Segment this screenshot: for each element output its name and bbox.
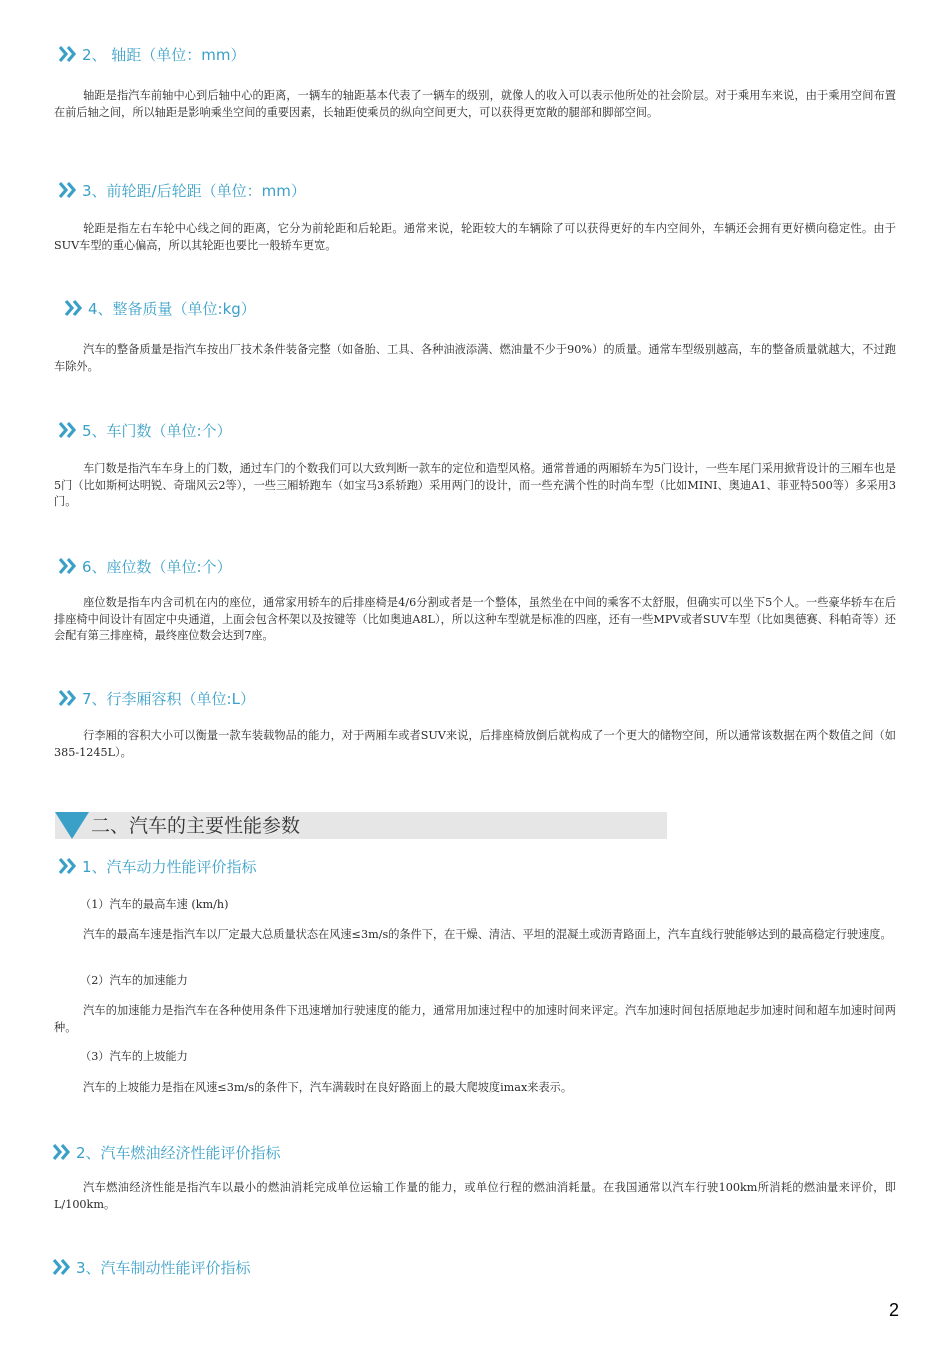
paragraph-max-speed: 汽车的最高车速是指汽车以厂定最大总质量状态在风速≤3m/s的条件下，在干燥、清洁、平坦的混凝土或沥青路面上，汽车直线行驶能够达到的最高稳定行驶速度。 — [83, 928, 892, 941]
item-climb-title: （3）汽车的上坡能力 — [80, 1050, 188, 1063]
main-heading-text: 二、汽车的主要性能参数 — [91, 815, 301, 837]
double-chevron-icon — [52, 1142, 74, 1162]
paragraph-climb: 汽车的上坡能力是指在风速≤3m/s的条件下，汽车满载时在良好路面上的最大爬坡度imax来表示。 — [83, 1081, 573, 1094]
heading-text: 4、整备质量（单位:kg） — [88, 299, 256, 318]
double-chevron-icon — [64, 298, 86, 318]
triangle-marker-icon — [55, 812, 89, 843]
paragraph-acceleration: 汽车的加速能力是指汽车在各种使用条件下迅速增加行驶速度的能力，通常用加速过程中的加速时间来评定。汽车加速时间包括原地起步加速时间和超车加速时间两种。 — [54, 1004, 896, 1034]
paragraph-seats: 座位数是指车内含司机在内的座位，通常家用轿车的后排座椅是4/6分割或者是一个整体，虽然坐在中间的乘客不太舒服，但确实可以坐下5个人。一些豪华轿车在后排座椅中间设计有固定中央通道，上面会包含杯架以及按键等（比如奥迪A8L），所以这种车型就是标准的四座，还有一些MPV或者SUV车型（比如奥德赛、科帕奇等）还会配有第三排座椅，最终座位数会达到7座。 — [54, 596, 896, 642]
double-chevron-icon — [58, 420, 80, 440]
heading-text: 5、车门数（单位:个） — [82, 421, 232, 440]
paragraph-wheelbase: 轴距是指汽车前轴中心到后轴中心的距离，一辆车的轴距基本代表了一辆车的级别，就像人的收入可以表示他所处的社会阶层。对于乘用车来说，由于乘用空间布置在前后轴之间，所以轴距是影响乘坐空间的重要因素，长轴距使乘员的纵向空间更大，可以获得更宽敞的腿部和脚部空间。 — [54, 89, 896, 119]
heading-text: 3、汽车制动性能评价指标 — [76, 1258, 251, 1277]
double-chevron-icon — [58, 44, 80, 64]
double-chevron-icon — [58, 180, 80, 200]
item-max-speed-title: （1）汽车的最高车速 (km/h) — [80, 898, 229, 911]
page-number: 2 — [889, 1300, 900, 1320]
paragraph-curb-weight: 汽车的整备质量是指汽车按出厂技术条件装备完整（如备胎、工具、各种油液添满、燃油量不少于90%）的质量。通常车型级别越高，车的整备质量就越大，不过跑车除外。 — [54, 343, 896, 373]
section-heading-seats — [58, 554, 232, 578]
item-acceleration-title: （2）汽车的加速能力 — [80, 974, 188, 987]
paragraph-doors: 车门数是指汽车车身上的门数，通过车门的个数我们可以大致判断一款车的定位和造型风格。通常普通的两厢轿车为5门设计，一些车尾门采用掀背设计的三厢车也是5门（比如斯柯达明锐、奇瑞风云2等），一些三厢轿跑车（如宝马3系轿跑）采用两门的设计，而一些充满个性的时尚车型（比如MINI、奥迪A1、菲亚特500等）多采用3门。 — [54, 462, 896, 508]
heading-text: 6、座位数（单位:个） — [82, 557, 232, 576]
heading-text: 2、 轴距（单位：mm） — [82, 45, 246, 64]
section-heading-braking — [52, 1255, 251, 1279]
section-heading-curb-weight — [64, 296, 256, 320]
paragraph-track: 轮距是指左右车轮中心线之间的距离，它分为前轮距和后轮距。通常来说，轮距较大的车辆除了可以获得更好的车内空间外，车辆还会拥有更好横向稳定性。由于SUV车型的重心偏高，所以其轮距也要比一般轿车更宽。 — [54, 222, 896, 252]
double-chevron-icon — [58, 856, 80, 876]
paragraph-trunk: 行李厢的容积大小可以衡量一款车装载物品的能力，对于两厢车或者SUV来说，后排座椅放倒后就构成了一个更大的储物空间，所以通常该数据在两个数值之间（如385-1245L）。 — [54, 729, 896, 759]
double-chevron-icon — [52, 1257, 74, 1277]
heading-text: 7、行李厢容积（单位:L） — [82, 689, 255, 708]
section-heading-trunk — [58, 686, 255, 710]
double-chevron-icon — [58, 688, 80, 708]
section-heading-wheelbase — [58, 42, 246, 66]
section-heading-doors — [58, 418, 232, 442]
section-heading-fuel — [52, 1140, 281, 1164]
section-heading-track — [58, 178, 306, 202]
double-chevron-icon — [58, 556, 80, 576]
section-heading-power — [58, 854, 257, 878]
main-section-heading — [55, 812, 667, 839]
heading-text: 2、汽车燃油经济性能评价指标 — [76, 1143, 281, 1162]
heading-text: 3、前轮距/后轮距（单位：mm） — [82, 181, 306, 200]
heading-text: 1、汽车动力性能评价指标 — [82, 857, 257, 876]
paragraph-fuel: 汽车燃油经济性能是指汽车以最小的燃油消耗完成单位运输工作量的能力，或单位行程的燃油消耗量。在我国通常以汽车行驶100km所消耗的燃油量来评价，即L/100km。 — [54, 1181, 896, 1211]
